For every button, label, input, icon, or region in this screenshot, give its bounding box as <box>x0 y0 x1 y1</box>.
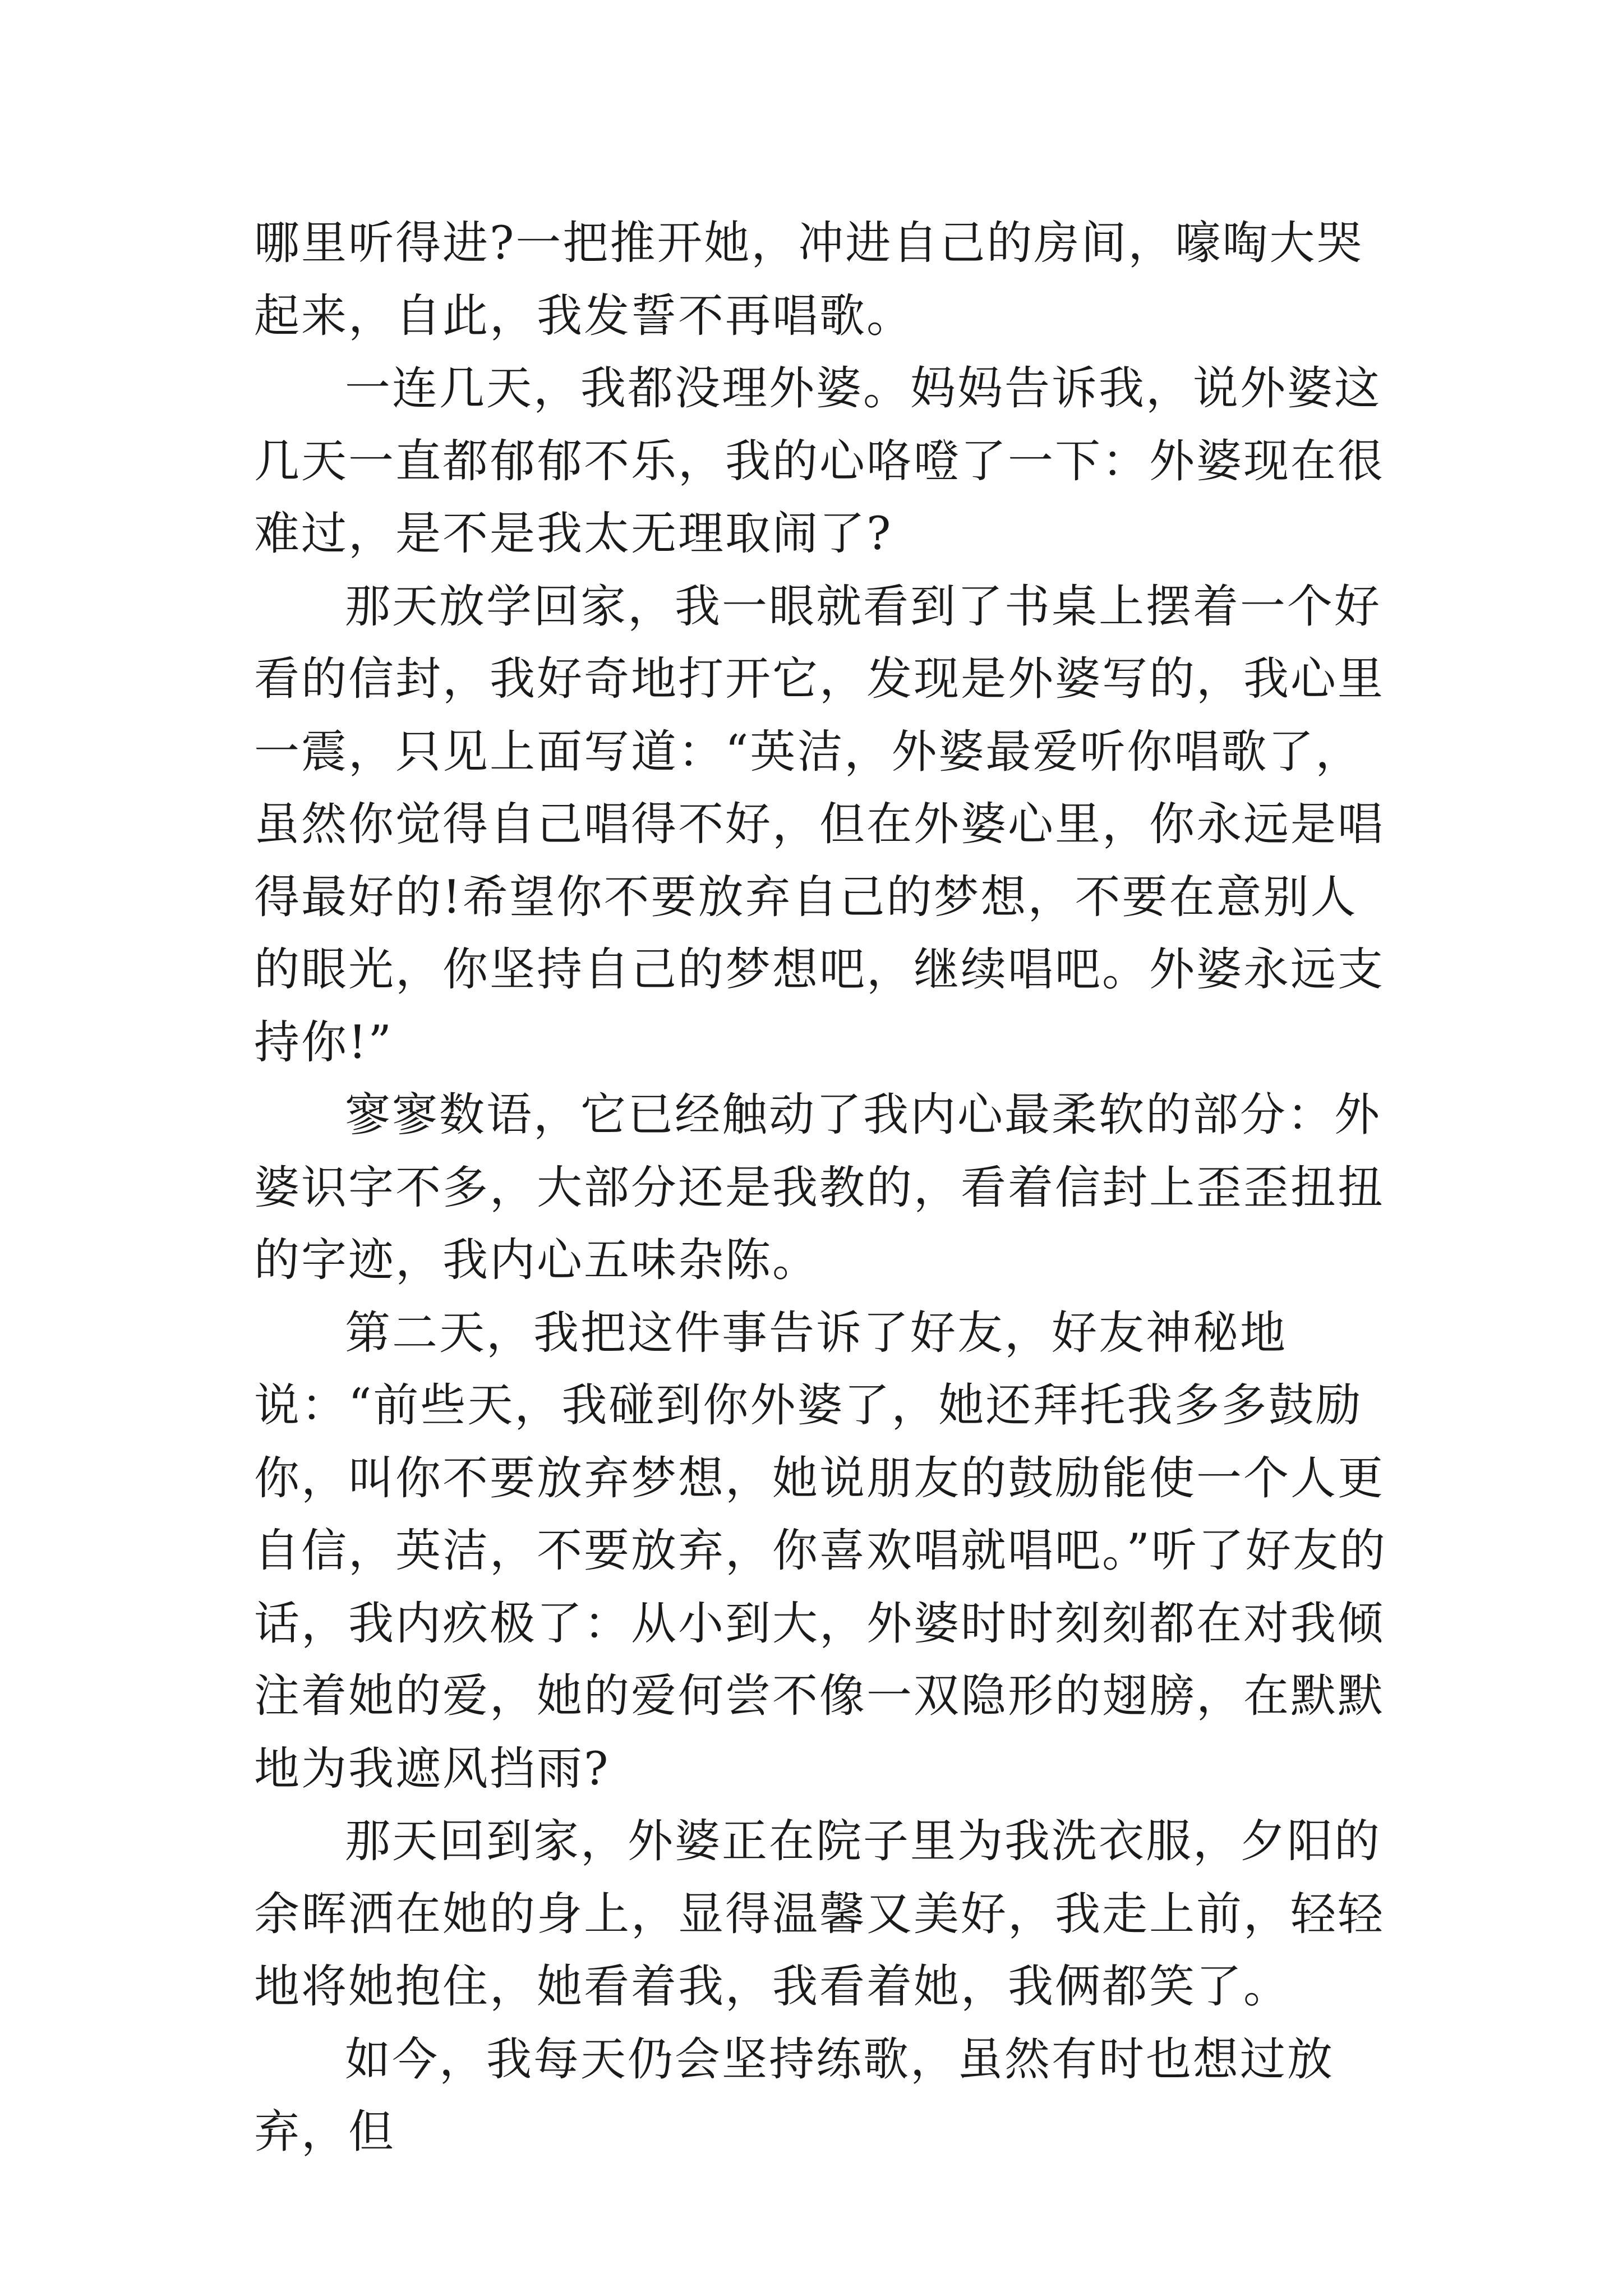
body-text <box>254 208 1395 2169</box>
paragraph-6: 那天回到家，外婆正在院子里为我洗衣服，夕阳的余晖洒在她的身上，显得温馨又美好，我走上前，轻轻地将她抱住，她看着我，我看着她，我俩都笑了。 <box>254 1815 1385 2013</box>
paragraph-2: 一连几天，我都没理外婆。妈妈告诉我，说外婆这几天一直都郁郁不乐，我的心咯噔了一下：外婆现在很难过，是不是我太无理取闹了? <box>254 362 1385 560</box>
paragraph-1: 哪里听得进?一把推开她，冲进自己的房间，嚎啕大哭起来，自此，我发誓不再唱歌。 <box>254 217 1364 343</box>
paragraph-7: 如今，我每天仍会坚持练歌，虽然有时也想过放弃，但 <box>254 2033 1335 2159</box>
paragraph-4: 寥寥数语，它已经触动了我内心最柔软的部分：外婆识字不多，大部分还是我教的，看着信封上歪歪扭扭的字迹，我内心五味杂陈。 <box>254 1089 1385 1287</box>
paragraph-5: 第二天，我把这件事告诉了好友，好友神秘地说：“前些天，我碰到你外婆了，她还拜托我多多鼓励你，叫你不要放弃梦想，她说朋友的鼓励能使一个人更自信，英洁，不要放弃，你喜欢唱就唱吧。”听了好友的话，我内疚极了：从小到大，外婆时时刻刻都在对我倾注着她的爱，她的爱何尝不像一双隐形的翅膀，在默默地为我遮风挡雨? <box>254 1306 1387 1796</box>
paragraph-3: 那天放学回家，我一眼就看到了书桌上摆着一个好看的信封，我好奇地打开它，发现是外婆写的，我心里一震，只见上面写道：“英洁，外婆最爱听你唱歌了，虽然你觉得自己唱得不好，但在外婆心里，你永远是唱得最好的!希望你不要放弃自己的梦想，不要在意别人的眼光，你坚持自己的梦想吧，继续唱吧。外婆永远支持你!” <box>254 580 1385 1069</box>
